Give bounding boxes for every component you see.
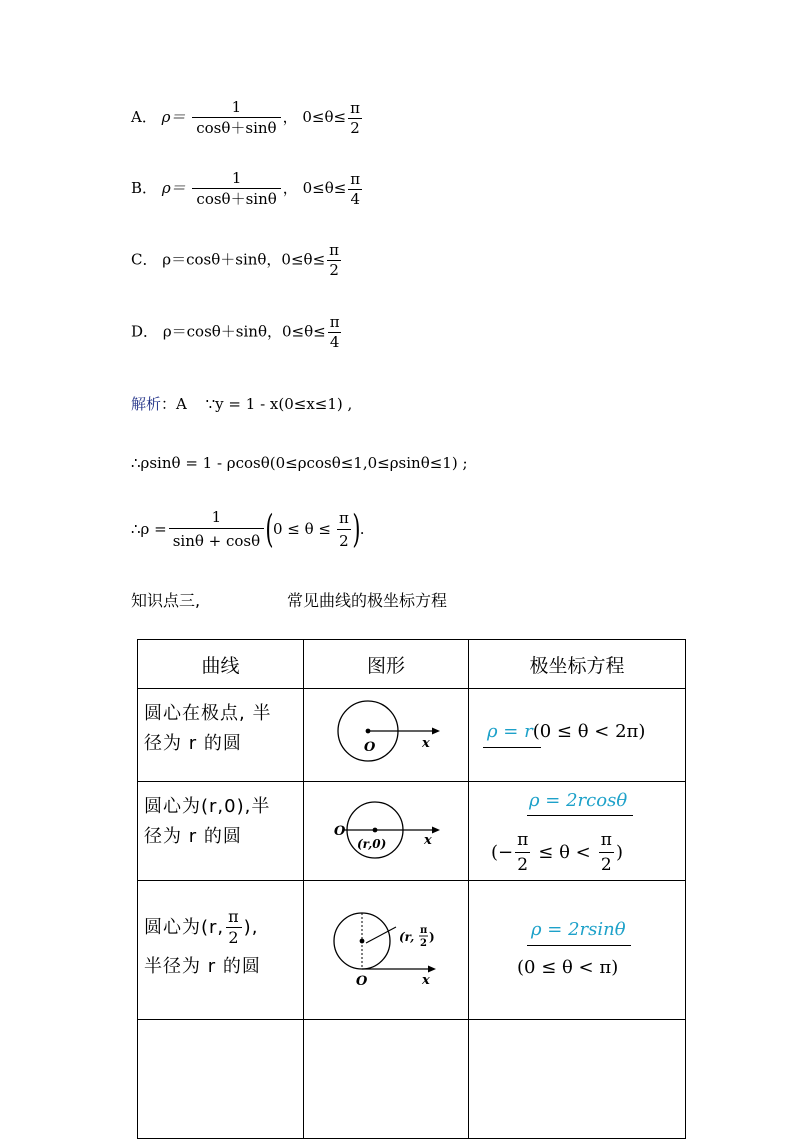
equation: ρ = 2rsinθ — [531, 919, 626, 940]
row4-description — [137, 1019, 304, 1139]
row3-equation — [468, 880, 686, 1020]
option-letter: D． — [131, 322, 159, 341]
option-range-fraction: $\frac{\pi}{2}$ — [350, 98, 360, 137]
solution-line-2: ∴ρsinθ = 1 - ρcosθ(0≤ρcosθ≤1,0≤ρsinθ≤1) ; — [131, 454, 468, 472]
option-fraction: $\frac{1}{\cos\theta+\sin\theta}$ — [192, 171, 280, 207]
solution-fraction: $\frac{1}{\sin\theta + \cos\theta}$ — [169, 508, 264, 550]
equation-range: (0 ≤ θ < 2π) — [532, 721, 646, 742]
option-lhs: ρ＝ — [161, 179, 186, 197]
option-expression: ρ＝cosθ＋sinθ，0≤θ≤ — [162, 322, 326, 341]
option-lhs: ρ＝ — [161, 108, 186, 126]
row1-equation — [468, 688, 686, 782]
svg-text:O: O — [364, 740, 376, 755]
header-cell-curve: 曲线 — [137, 639, 304, 689]
section-label: 知识点三, — [131, 591, 201, 610]
header-cell-figure: 图形 — [303, 639, 469, 689]
option-letter: B． — [131, 179, 158, 197]
solution-line-3: ∴ρ = $\frac{1}{\sin\theta + \cos\theta}$ ( 0 ≤ θ ≤ $\frac{\pi}{2}$ ) . — [131, 507, 365, 551]
equation-range: (− $\frac{\pi}{2}$ ≤ θ < $\frac{\pi}{2}$ ) — [491, 830, 623, 875]
option-letter: A． — [131, 108, 157, 126]
svg-text:x: x — [424, 833, 432, 848]
solution-answer: ：A — [161, 395, 187, 413]
option-range-fraction: $\frac{\pi}{2}$ — [329, 241, 340, 279]
row2-equation — [468, 781, 686, 881]
equation-range: (0 ≤ θ < π) — [517, 957, 619, 978]
right-paren: ) — [352, 507, 361, 551]
row1-description: 圆心在极点, 半 径为 r 的圆 — [137, 688, 304, 782]
row4-figure — [303, 1019, 469, 1139]
circle-on-axis-diagram — [304, 782, 470, 882]
svg-text:): ) — [429, 930, 435, 944]
equation: ρ = r — [487, 721, 533, 742]
left-paren: ( — [265, 507, 274, 551]
answer-underline — [483, 747, 541, 748]
row3-description: 圆心为(r, $\frac{\pi}{2}$ ), 半径为 r 的圆 — [137, 880, 304, 1020]
option-range: 0≤θ≤ — [302, 108, 347, 126]
svg-text:O: O — [334, 824, 346, 839]
svg-text:x: x — [422, 973, 430, 988]
option-expression: ρ＝cosθ＋sinθ，0≤θ≤ — [162, 250, 326, 269]
option-range-fraction: $\frac{\pi}{4}$ — [329, 313, 340, 351]
option-a: A． ρ＝ $\frac{1}{\cos\theta+\sin\theta}$ ， 0≤θ≤ $\frac{\pi}{2}$ — [131, 98, 360, 137]
section-title: 常见曲线的极坐标方程 — [287, 591, 448, 610]
row1-figure — [303, 688, 469, 782]
option-range-fraction: $\frac{\pi}{4}$ — [350, 169, 361, 208]
solution-line-1 — [131, 393, 352, 414]
solution-label: 解析 — [131, 395, 162, 413]
row3-figure — [303, 880, 469, 1020]
svg-text:(r,: (r, — [399, 930, 415, 944]
svg-text:2: 2 — [420, 938, 427, 949]
row2-figure — [303, 781, 469, 881]
answer-underline — [527, 945, 631, 946]
option-letter: C． — [131, 250, 158, 269]
row2-description: 圆心为(r,0),半 径为 r 的圆 — [137, 781, 304, 881]
option-fraction: $\frac{1}{\cos\theta+\sin\theta}$ — [192, 100, 280, 136]
option-b: B． ρ＝ $\frac{1}{\cos\theta+\sin\theta}$ ， 0≤θ≤ $\frac{\pi}{4}$ — [131, 169, 361, 208]
header-cell-equation: 极坐标方程 — [468, 639, 686, 689]
option-range: 0≤θ≤ — [302, 179, 347, 197]
circle-above-pole-diagram — [304, 881, 470, 1021]
row4-equation — [468, 1019, 686, 1139]
option-d — [131, 315, 344, 350]
svg-text:O: O — [356, 974, 368, 989]
equation: ρ = 2rcosθ — [529, 790, 628, 811]
option-c — [131, 243, 343, 278]
answer-underline — [527, 815, 633, 816]
svg-text:x: x — [422, 736, 430, 751]
solution-step-1: ∵y = 1 - x(0≤x≤1) , — [205, 395, 353, 413]
svg-text:(r,0): (r,0) — [357, 837, 387, 851]
circle-at-pole-diagram — [304, 689, 470, 783]
svg-text:π: π — [420, 925, 428, 936]
